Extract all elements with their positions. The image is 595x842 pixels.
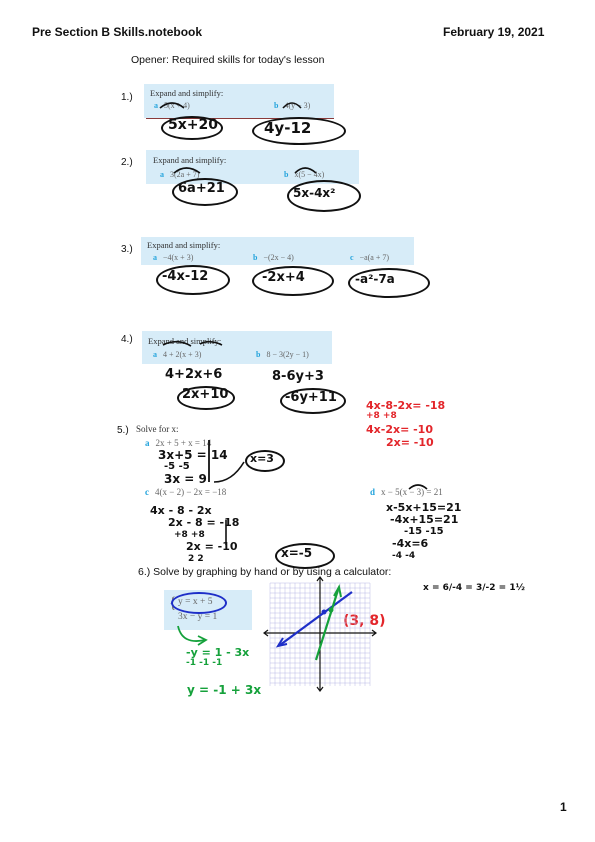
page-number: 1 (560, 800, 567, 814)
work-5c-line-4: 2x = -10 (186, 540, 238, 553)
answer-2b: 5x-4x² (293, 186, 336, 200)
question-4b-expr: 8 − 3(2y − 1) (266, 350, 309, 359)
arrow-arc-2a (174, 168, 200, 173)
equation-1: y = x + 5 (178, 597, 213, 607)
question-5d: d x − 5(x − 3) = 21 (370, 487, 443, 497)
underline-arc-4b (200, 342, 222, 345)
work-4b: 8-6y+3 (272, 369, 324, 384)
question-4a: a 4 + 2(x + 3) (153, 350, 202, 359)
notebook-title: Pre Section B Skills.notebook (32, 25, 203, 39)
question-1a-expr: 5(x + 4) (164, 101, 190, 110)
work-5c-line-5: 2 2 (188, 554, 204, 564)
red-work-line-1: 4x-8-2x= -18 (366, 399, 446, 412)
arrow-arc-1b (283, 103, 301, 108)
underline-arc-4a (163, 342, 191, 346)
question-5-number: 5.) (117, 425, 129, 436)
work-5c-line-2: 2x - 8 = -18 (168, 516, 240, 529)
work-5a-line-3: 3x = 9 (164, 472, 207, 486)
question-5c-expr: 4(x − 2) − 2x = −18 (155, 487, 227, 497)
answer-1a: 5x+20 (168, 117, 218, 133)
question-3a-expr: −4(x + 3) (163, 253, 194, 262)
question-5a-expr: 2x + 5 + x = 14 (155, 438, 212, 448)
question-3b: b −(2x − 4) (253, 253, 294, 262)
answer-3b: -2x+4 (262, 270, 305, 285)
answer-5a: x=3 (250, 452, 274, 465)
question-1-number: 1.) (121, 92, 133, 103)
question-5d-expr: x − 5(x − 3) = 21 (381, 487, 443, 497)
question-1b-expr: 4(y − 3) (284, 101, 311, 110)
question-1b: b 4(y − 3) (274, 101, 311, 110)
question-2-label: Expand and simplify: (153, 155, 227, 165)
line-y-equals-3x-minus-1 (316, 590, 338, 660)
question-3b-expr: −(2x − 4) (263, 253, 294, 262)
question-6-title: 6.) Solve by graphing by hand or by using a calculator: (138, 566, 392, 578)
question-2a: a 3(2a + 7) (160, 170, 200, 179)
line-y-equals-x-plus-5 (280, 592, 352, 645)
question-3c-expr: −a(a + 7) (359, 253, 390, 262)
answer-4b: -6y+11 (285, 390, 337, 405)
question-3-label: Expand and simplify: (147, 240, 221, 250)
arrow-arc-2b (295, 168, 316, 173)
question-4b: b 8 − 3(2y − 1) (256, 350, 309, 359)
work-5d-line-5: -4 -4 (392, 551, 416, 561)
answer-2a: 6a+21 (178, 181, 225, 196)
question-1a: a 5(x + 4) (154, 101, 190, 110)
green-arrow (178, 626, 205, 641)
question-2b-expr: x(5 − 4x) (294, 170, 325, 179)
system-brace: { (169, 595, 177, 612)
question-2-number: 2.) (121, 157, 133, 168)
green-work-line-1: -y = 1 - 3x (186, 646, 250, 659)
equation-2: 3x − y = 1 (178, 612, 218, 622)
red-work-line-4: 2x= -10 (386, 436, 434, 449)
arrow-arc-5d (409, 485, 427, 489)
page-date: February 19, 2021 (443, 25, 545, 39)
question-3a: a −4(x + 3) (153, 253, 194, 262)
answer-5d: x = 6/-4 = 3/-2 = 1½ (423, 583, 525, 593)
answer-4a: 2x+10 (182, 387, 229, 402)
question-5c: c 4(x − 2) − 2x = −18 (145, 487, 227, 497)
question-4-number: 4.) (121, 334, 133, 345)
question-1-label: Expand and simplify: (150, 88, 224, 98)
arrow-arc-1a (160, 103, 184, 108)
answer-5c: x=-5 (281, 546, 313, 560)
graph-axes (264, 577, 376, 691)
question-5-label: Solve for x: (136, 424, 179, 434)
answer-3a: -4x-12 (162, 269, 209, 284)
green-work-line-2: -1 -1 -1 (186, 658, 223, 668)
question-3-number: 3.) (121, 244, 133, 255)
question-2a-expr: 3(2a + 7) (170, 170, 200, 179)
work-5d-line-1: x-5x+15=21 (386, 501, 462, 514)
solution-point-label: (3, 8) (343, 613, 386, 629)
green-answer: y = -1 + 3x (187, 683, 262, 697)
work-5d-line-3: -15 -15 (404, 526, 444, 537)
blue-point (322, 610, 327, 615)
work-5d-line-2: -4x+15=21 (390, 513, 459, 526)
opener-text: Opener: Required skills for today's lesson (131, 54, 325, 66)
question-4a-expr: 4 + 2(x + 3) (163, 350, 202, 359)
question-4-label: Expand and simplify: (148, 336, 222, 346)
question-5a: a 2x + 5 + x = 14 (145, 438, 212, 448)
work-5a-line-2: -5 -5 (164, 461, 190, 472)
work-5c-line-3: +8 +8 (174, 530, 205, 540)
work-4a: 4+2x+6 (165, 367, 223, 382)
answer-1b: 4y-12 (264, 119, 312, 137)
red-work-line-3: 4x-2x= -10 (366, 423, 433, 436)
work-5d-line-4: -4x=6 (392, 537, 429, 550)
arrow-5a (214, 462, 244, 482)
red-work-line-2: +8 +8 (366, 411, 397, 421)
work-5a-line-1: 3x+5 = 14 (158, 448, 228, 462)
question-2b: b x(5 − 4x) (284, 170, 325, 179)
question-3c: c −a(a + 7) (350, 253, 390, 262)
work-5c-line-1: 4x - 8 - 2x (150, 504, 212, 517)
answer-3c: -a²-7a (355, 272, 395, 286)
intersection-point (329, 608, 334, 613)
